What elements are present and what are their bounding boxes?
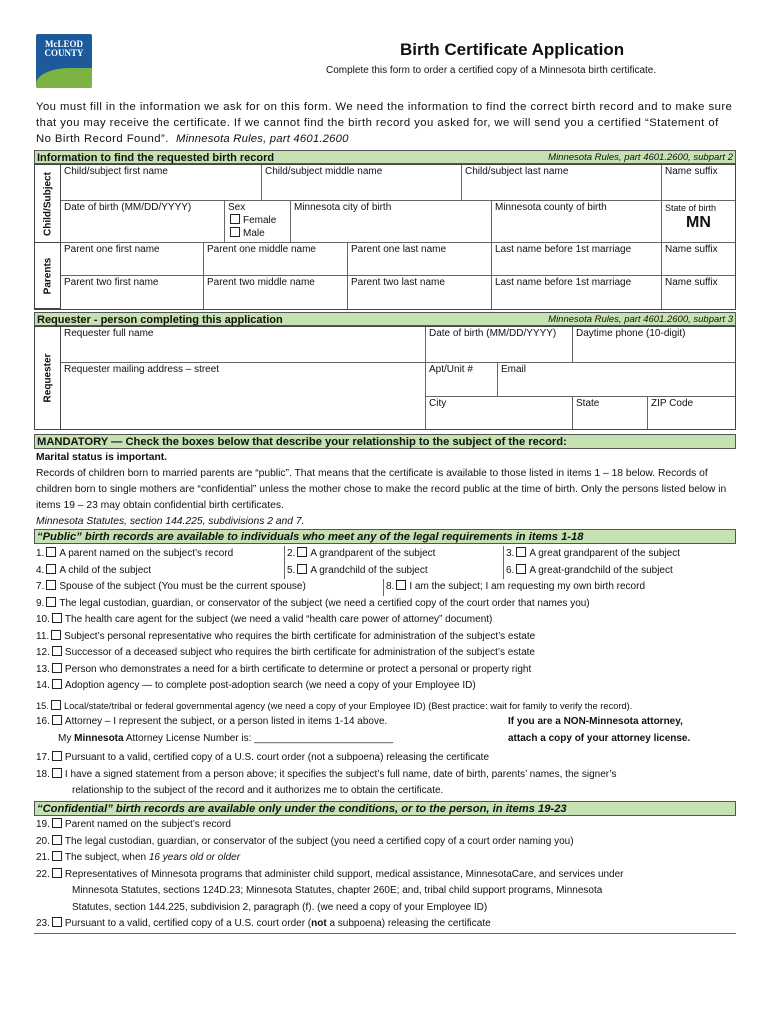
female-label: Female <box>243 215 277 226</box>
item17-checkbox[interactable] <box>52 751 62 761</box>
section2-header <box>34 312 736 326</box>
item16-checkbox[interactable] <box>52 715 62 725</box>
mandatory-body <box>36 450 736 530</box>
item22-checkbox[interactable] <box>52 868 62 878</box>
requester-city-field[interactable]: City <box>426 397 573 429</box>
item21-checkbox[interactable] <box>52 851 62 861</box>
child-middle-name-field[interactable]: Child/subject middle name <box>262 165 462 201</box>
page-title: Birth Certificate Application <box>400 40 625 59</box>
requester-dob-field[interactable]: Date of birth (MM/DD/YYYY) <box>426 327 573 363</box>
requester-grid <box>34 326 736 430</box>
item12-checkbox[interactable] <box>52 646 62 656</box>
female-checkbox[interactable] <box>230 214 240 224</box>
public-section: “Public” birth records are available to individuals who meet any of the legal requirements in items 1-18 1. A parent named on the subject’s record 2. A grandparent of the subject 3. A great grandparent of the subject 4. A child of the subject 5. A grandchild of the subject 6. A great-grandchild of the subject 7. Spouse of the subject (You must be the current spouse) 8. I am the subject; I am requesting my own birth record 9. The legal custodian, guardian, or conservator of the subject (we need a certified copy of the court order that names you) 10. The health care agent for the subject (we need a valid “health care power of attorney” document) 11. Subject’s personal representative who requires the birth certificate for administration of the subject’s estate 12. Successor of a deceased subject who requires the birth certificate for administration of the subject’s estate 13. Person who demonstrates a need for a birth certificate to determine or protect a personal or property right 14. Adoption agency — to complete post-adoption search (we need a copy of your Employee ID) 15. Local/state/tribal or federal governmental agency (we need a copy of your Employee ID) (Best practice: wait for family to verify the record). 16. Attorney – I represent the subject, or a person listed in items 1-14 above. If you are a NON-Minnesota attorney, My Minnesota Attorney License Number is: _________________________ attach a copy of your attorney license. 17. Pursuant to a valid, certified copy of a U.S. court order (not a subpoena) releasing the certificate 18. I have a signed statement from a person above; it specifies the subject’s full name, date of birth, parents’ names, the signer’s relationship to the subject of the record and it authorizes me to obtain the certificate. <box>34 529 736 800</box>
item20-checkbox[interactable] <box>52 835 62 845</box>
logo-line1: McLEOD <box>45 39 83 49</box>
requester-state-field[interactable]: State <box>573 397 648 429</box>
item7-label: Spouse of the subject (You must be the current spouse) <box>59 581 306 592</box>
side-label-child: Child/Subject <box>35 165 61 243</box>
item6-label: A great-grandchild of the subject <box>529 564 673 576</box>
logo-wave <box>36 68 92 88</box>
requester-phone-field[interactable]: Daytime phone (10-digit) <box>573 327 735 363</box>
mandatory-title: MANDATORY — Check the boxes below that describe your relationship to the subject of the record: <box>37 436 567 448</box>
item3-checkbox[interactable] <box>516 547 526 557</box>
item12-label: Successor of a deceased subject who requires the birth certificate for administration of the subject’s estate <box>64 647 535 658</box>
item16-note: If you are a NON-Minnesota attorney, <box>508 716 683 727</box>
item23-checkbox[interactable] <box>52 917 62 927</box>
attorney-license-line[interactable]: Attorney License Number is: _________________________ <box>125 732 394 744</box>
item1-label: A parent named on the subject’s record <box>59 548 234 559</box>
marital-note: Marital status is important. <box>36 452 168 463</box>
item20-label: The legal custodian, guardian, or conservator of the subject (you need a certified copy of a court order naming you) <box>64 835 574 847</box>
item13-label: Person who demonstrates a need for a birth certificate to determine or protect a personal or property right <box>64 663 532 675</box>
item16-label: Attorney – I represent the subject, or a person listed in items 1-14 above. <box>64 716 388 727</box>
item19-label: Parent named on the subject’s record <box>64 819 231 830</box>
section2-title: Requester - person completing this application <box>37 314 283 326</box>
county-of-birth-field[interactable]: Minnesota county of birth <box>492 201 662 243</box>
item2-checkbox[interactable] <box>297 547 307 557</box>
child-name-suffix-field[interactable]: Name suffix <box>662 165 735 201</box>
confidential-section: “Confidential” birth records are available only under the conditions, or to the person, in items 19-23 19. Parent named on the subject’s record 20. The legal custodian, guardian, or conservator of the subject (you need a certified copy of a court order naming you) 21. The subject, when 16 years old or older 22. Representatives of Minnesota programs that administer child support, medical assistance, MinnesotaCare, and services under Minnesota Statutes, sections 124D.23; Minnesota Statutes, chapter 260E; and, tribal child support programs, Minnesota Statutes, section 144.225, subdivision 2, paragraph (f). (we need a copy of your Employee ID) 23. Pursuant to a valid, certified copy of a U.S. court order (not a subpoena) releasing the certificate <box>34 801 736 933</box>
sex-label: Sex <box>228 202 246 213</box>
item15-label: Local/state/tribal or federal governmental agency (we need a copy of your Employee ID) (Best practice: wait for family to verify the record). <box>63 700 633 711</box>
state-of-birth-label: State of birth <box>665 203 717 213</box>
parent1-middle-name-field[interactable]: Parent one middle name <box>204 243 348 276</box>
parent1-suffix-field[interactable]: Name suffix <box>662 243 735 276</box>
item23-label-a: Pursuant to a valid, certified copy of a U.S. court order ( <box>64 918 312 929</box>
intro-text: You must fill in the information we ask for on this form. We need the information to find the correct birth record and to make sure that you may receive the certificate. If we cannot find the birth record you asked for, we will send you a certified “Statement of No Birth Record Found”. <box>36 101 733 145</box>
logo-line2: COUNTY <box>44 48 84 58</box>
item9-checkbox[interactable] <box>46 597 56 607</box>
parent1-last-name-field[interactable]: Parent one last name <box>348 243 492 276</box>
item2-label: A grandparent of the subject <box>310 548 436 559</box>
male-checkbox[interactable] <box>230 227 240 237</box>
mandatory-cite: Minnesota Statutes, section 144.225, subdivisions 2 and 7. <box>36 516 305 527</box>
section2-cite: Minnesota Rules, part 4601.2600, subpart 3 <box>548 314 733 325</box>
item17-label: Pursuant to a valid, certified copy of a U.S. court order (not a subpoena) releasing the certificate <box>64 752 490 763</box>
child-dob-field[interactable]: Date of birth (MM/DD/YYYY) <box>61 201 225 243</box>
male-label: Male <box>243 228 265 239</box>
item4-label: A child of the subject <box>59 564 152 576</box>
requester-name-field[interactable]: Requester full name <box>61 327 426 363</box>
intro-cite: Minnesota Rules, part 4601.2600 <box>175 133 349 145</box>
requester-email-field[interactable]: Email <box>498 363 735 397</box>
item10-label: The health care agent for the subject (we need a valid “health care power of attorney” document) <box>64 614 493 625</box>
county-logo <box>36 34 92 88</box>
section1-cite: Minnesota Rules, part 4601.2600, subpart 2 <box>548 152 733 163</box>
state-of-birth-value: MN <box>686 214 711 231</box>
side-label-parents: Parents <box>35 243 61 309</box>
item9-label: The legal custodian, guardian, or conservator of the subject (we need a certified copy of the court order that names you) <box>59 597 590 609</box>
requester-apt-field[interactable]: Apt/Unit # <box>426 363 498 397</box>
bottom-rule <box>34 933 736 934</box>
item1-checkbox[interactable] <box>46 547 56 557</box>
item4-checkbox[interactable] <box>46 564 56 574</box>
intro-paragraph <box>36 99 736 147</box>
parent2-maiden-name-field[interactable]: Last name before 1st marriage <box>492 276 662 309</box>
item18-label: I have a signed statement from a person above; it specifies the subject’s full name, date of birth, parents’ names, the signer’s <box>64 768 617 780</box>
item21-label: The subject, when <box>64 852 147 863</box>
item15-checkbox[interactable] <box>51 700 61 710</box>
item11-checkbox[interactable] <box>51 630 61 640</box>
side-label-requester: Requester <box>35 327 61 429</box>
item18-cont: relationship to the subject of the record and it authorizes me to obtain the certificate. <box>72 785 444 796</box>
mandatory-paragraph: Records of children born to married parents are “public”. That means that the certificate is available to those listed in items 1 – 18 below. Records of children born to single mothers are “confidential” unless the mother chose to make the record public at the time of birth. Only the persons listed below in items 19 – 23 may obtain confidential birth certificates. <box>36 468 727 511</box>
section1-header <box>34 150 736 164</box>
item14-checkbox[interactable] <box>52 679 62 689</box>
item6-checkbox[interactable] <box>516 564 526 574</box>
requester-zip-field[interactable]: ZIP Code <box>651 398 694 409</box>
parent2-first-name-field[interactable]: Parent two first name <box>61 276 204 309</box>
mandatory-header <box>34 434 736 449</box>
item8-label: I am the subject; I am requesting my own birth record <box>409 581 646 592</box>
parent1-maiden-name-field[interactable]: Last name before 1st marriage <box>492 243 662 276</box>
item22-cont2: Statutes, section 144.225, subdivision 2, paragraph (f). (we need a copy of your Employee ID) <box>72 901 488 913</box>
item5-checkbox[interactable] <box>297 564 307 574</box>
child-last-name-field[interactable]: Child/subject last name <box>462 165 662 201</box>
state-of-birth-field <box>662 201 735 243</box>
item5-label: A grandchild of the subject <box>310 564 428 576</box>
confidential-header: “Confidential” birth records are available only under the conditions, or to the person, in items 19-23 <box>34 801 736 816</box>
sex-field <box>225 201 291 243</box>
child-first-name-field[interactable]: Child/subject first name <box>61 165 262 201</box>
page-subtitle: Complete this form to order a certified copy of a Minnesota birth certificate. <box>326 65 657 76</box>
child-parents-grid <box>34 164 736 310</box>
public-header: “Public” birth records are available to individuals who meet any of the legal requirements in items 1-18 <box>34 529 736 544</box>
item13-checkbox[interactable] <box>52 663 62 673</box>
item18-checkbox[interactable] <box>52 768 62 778</box>
parent2-last-name-field[interactable]: Parent two last name <box>348 276 492 309</box>
item7-checkbox[interactable] <box>46 580 56 590</box>
item16-note2: attach a copy of your attorney license. <box>508 732 691 744</box>
item11-label: Subject’s personal representative who requires the birth certificate for administration of the subject’s estate <box>64 630 536 642</box>
item14-label: Adoption agency — to complete post-adoption search (we need a copy of your Employee ID) <box>64 680 476 691</box>
item23-label-b: a subpoena) releasing the certificate <box>329 918 491 929</box>
item22-label: Representatives of Minnesota programs that administer child support, medical assistance, MinnesotaCare, and services under <box>64 868 624 880</box>
parent2-middle-name-field[interactable]: Parent two middle name <box>204 276 348 309</box>
item3-label: A great grandparent of the subject <box>529 548 681 559</box>
section1-title: Information to find the requested birth record <box>37 152 275 164</box>
item19-checkbox[interactable] <box>52 818 62 828</box>
city-of-birth-field[interactable]: Minnesota city of birth <box>291 201 492 243</box>
parent2-suffix-field[interactable]: Name suffix <box>665 277 718 288</box>
parent1-first-name-field[interactable]: Parent one first name <box>61 243 204 276</box>
item22-cont1: Minnesota Statutes, sections 124D.23; Minnesota Statutes, chapter 260E; and, tribal child support programs, Minnesota <box>72 885 603 896</box>
requester-street-field[interactable]: Requester mailing address – street <box>61 363 426 429</box>
item10-checkbox[interactable] <box>52 613 62 623</box>
item8-checkbox[interactable] <box>396 580 406 590</box>
